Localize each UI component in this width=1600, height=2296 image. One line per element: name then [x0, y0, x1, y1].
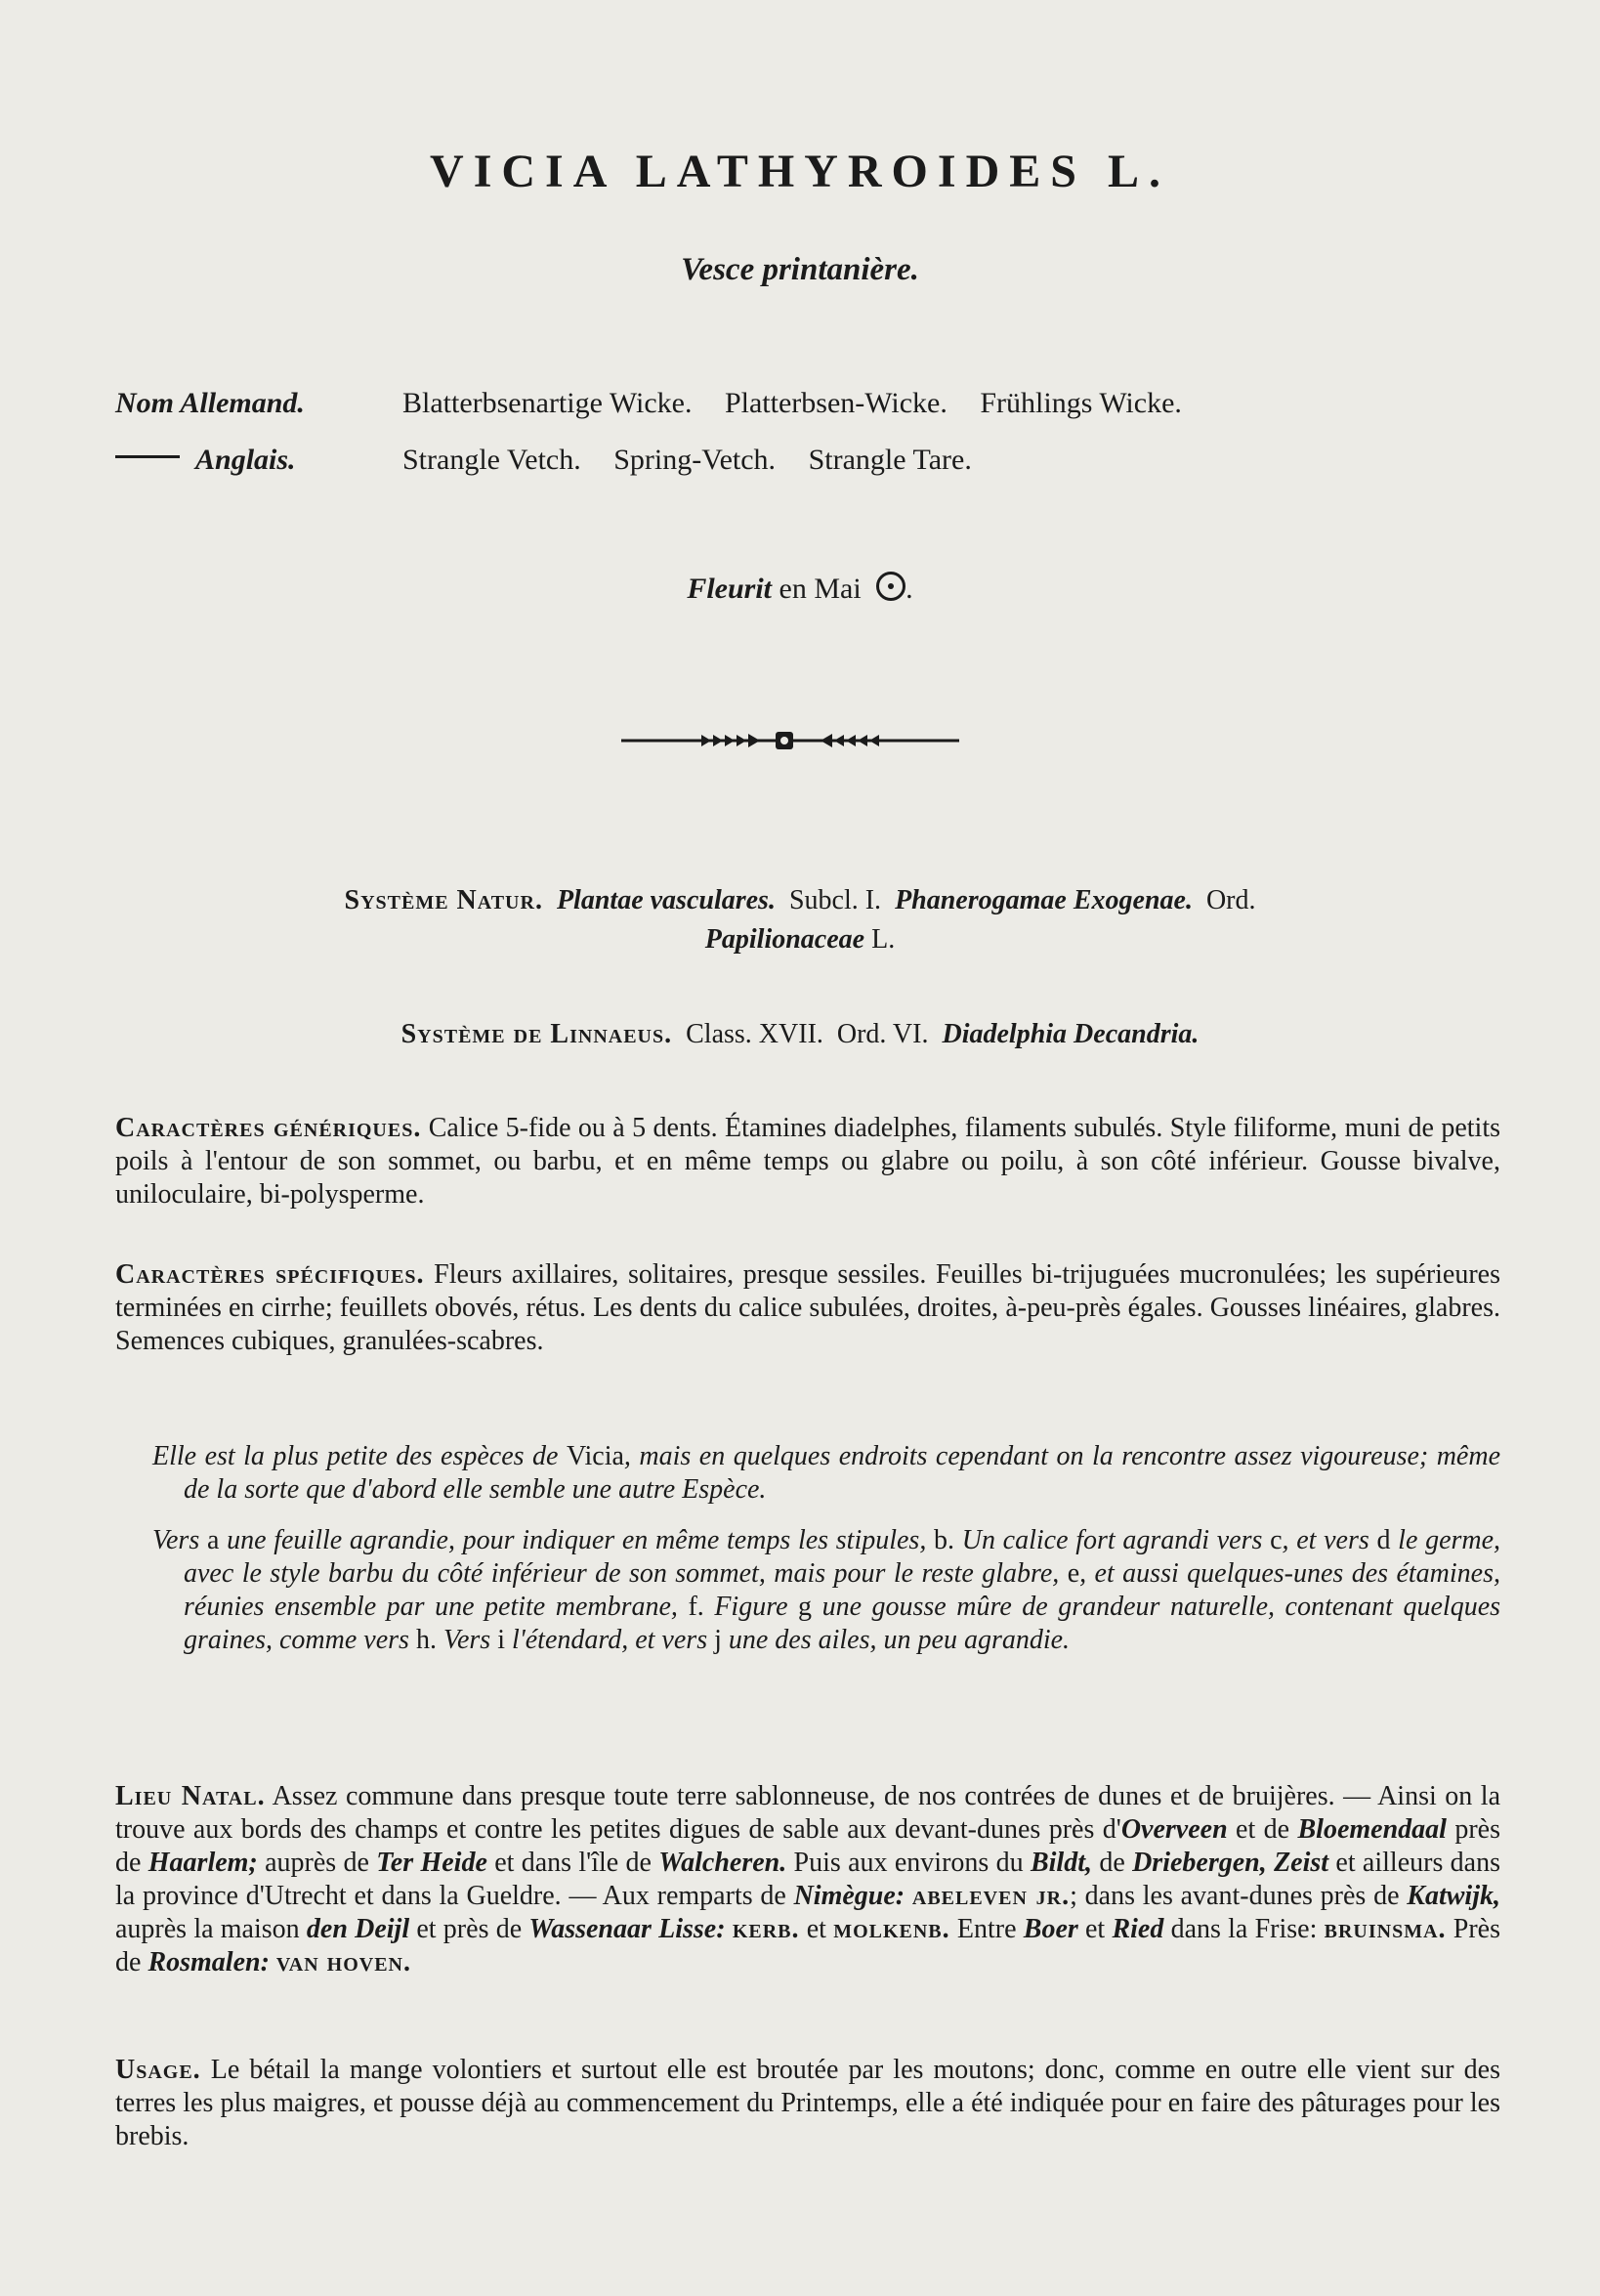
figure-letter-a: a	[206, 1525, 220, 1555]
remark-2-i: le germe, avec le style barbu du côté inférieur de son sommet, mais pour le reste glabre,	[184, 1525, 1501, 1589]
figure-letter-c: c	[1270, 1525, 1283, 1555]
remark-2-a: Vers	[152, 1525, 200, 1555]
collector-name: bruinsma.	[1324, 1914, 1447, 1944]
figure-letter-e: e	[1067, 1558, 1080, 1589]
page-title: VICIA LATHYROIDES L.	[430, 146, 1170, 197]
place-name: Boer	[1023, 1914, 1078, 1944]
flowering-label: Fleurit	[687, 573, 773, 605]
habitat-label: Lieu Natal.	[115, 1781, 266, 1811]
place-name: Zeist	[1274, 1848, 1329, 1878]
place-name: Walcheren.	[658, 1848, 787, 1878]
german-name-3: Frühlings Wicke.	[980, 387, 1182, 419]
english-values	[402, 444, 997, 477]
remark-2-s: l'étendard, et vers	[511, 1625, 708, 1655]
habitat-text: et de	[1227, 1814, 1298, 1845]
remark-2-o: une gousse mûre de grandeur naturelle, contenant quelques graines, comme vers	[184, 1592, 1501, 1655]
habitat-text: Près de	[115, 1914, 1500, 1977]
remark-2-e: Un calice fort agrandi vers	[961, 1525, 1263, 1555]
usage	[115, 2054, 1500, 2153]
french-name: Vesce printanière.	[681, 252, 919, 287]
english-name-row	[115, 444, 1207, 500]
remark-2-q: Vers	[442, 1625, 491, 1655]
figure-remarks	[152, 1440, 1500, 1675]
natural-system	[0, 881, 1600, 959]
habitat-text: et dans l'île de	[486, 1848, 659, 1878]
remark-2-m: Figure	[714, 1592, 788, 1622]
english-name-2: Spring-Vetch.	[613, 444, 777, 476]
common-names	[115, 387, 1207, 500]
collector-name: molkenb.	[833, 1914, 950, 1944]
figure-letter-g: g	[798, 1592, 813, 1622]
remark-2-u: une des ailes, un peu agrandie.	[728, 1625, 1071, 1655]
habitat-text: de	[1091, 1848, 1133, 1878]
collector-name: van hoven.	[275, 1947, 411, 1977]
place-name: Bloemendaal	[1297, 1814, 1447, 1845]
place-name: Katwijk,	[1407, 1881, 1500, 1911]
habitat-text: auprès la maison	[115, 1914, 307, 1944]
linnaeus-system-label: Système de Linnaeus.	[400, 1019, 673, 1049]
ornament-divider-icon	[621, 729, 959, 752]
specific-characters	[115, 1258, 1500, 1358]
linnaeus-class: Class. XVII.	[686, 1019, 823, 1049]
collector-name: kerb.	[732, 1914, 800, 1944]
place-name: Driebergen,	[1132, 1848, 1267, 1878]
natural-system-order: Ord.	[1205, 885, 1256, 915]
german-label: Nom Allemand.	[115, 387, 305, 419]
usage-label: Usage.	[115, 2055, 201, 2085]
remark-1-genus: Vicia	[566, 1441, 624, 1471]
remark-2-c: une feuille agrandie, pour indiquer en même temps les stipules,	[227, 1525, 927, 1555]
english-name-1: Strangle Vetch.	[402, 444, 581, 476]
natural-system-label: Système Natur.	[344, 885, 543, 915]
habitat-text: ; dans les avant-dunes près de	[1070, 1881, 1408, 1911]
habitat-text: Assez commune dans presque toute terre sablonneuse, de nos contrées de dunes et de bruijères. — Ainsi on la trouve aux bords des champs et contre les petites digues de sable aux devant-dunes près d'	[115, 1781, 1501, 1845]
natural-system-subclass-name: Phanerogamae Exogenae.	[895, 885, 1193, 915]
habitat-text: et	[799, 1914, 834, 1944]
habitat-text: Puis aux environs du	[786, 1848, 1031, 1878]
remark-paragraph-2	[152, 1524, 1500, 1657]
figure-letter-i: i	[497, 1625, 505, 1655]
german-name-2: Platterbsen-Wicke.	[724, 387, 947, 419]
natural-system-subclass: Subcl. I.	[788, 885, 882, 915]
remark-2-k: , et aussi quelques-unes des étamines, réunies ensemble par une petite membrane,	[184, 1558, 1500, 1622]
natural-system-division: Plantae vasculares.	[556, 885, 776, 915]
annual-sun-icon	[876, 572, 905, 601]
habitat-text	[1267, 1848, 1274, 1878]
family-author: L.	[871, 924, 896, 955]
habitat-text: et ailleurs dans la province d'Utrecht et dans la Gueldre. — Aux remparts de	[115, 1848, 1500, 1911]
place-name: Wassenaar Lisse:	[528, 1914, 726, 1944]
place-name: Haarlem;	[147, 1848, 258, 1878]
figure-letter-h: h.	[415, 1625, 437, 1655]
linnaeus-order: Ord. VI.	[836, 1019, 929, 1049]
habitat	[115, 1780, 1500, 1979]
habitat-text: auprès de	[257, 1848, 377, 1878]
specific-text: Fleurs axillaires, solitaires, presque sessiles. Feuilles bi-trijuguées mucronulées; les supérieures terminées en cirrhe; feuillets obovés, rétus. Les dents du calice subulées, droites, à-peu-près égales. Gousses linéaires, glabres. Semences cubiques, granulées-scabres.	[115, 1259, 1501, 1356]
generic-label: Caractères génériques.	[115, 1113, 422, 1143]
german-name-row	[115, 387, 1207, 444]
habitat-text: et	[1077, 1914, 1113, 1944]
collector-name: abeleven jr.	[911, 1881, 1071, 1911]
english-label-group	[115, 444, 379, 477]
place-name: Ter Heide	[376, 1848, 487, 1878]
german-values	[402, 387, 1207, 420]
generic-characters	[115, 1112, 1500, 1212]
habitat-text: et près de	[409, 1914, 529, 1944]
habitat-text: Entre	[949, 1914, 1024, 1944]
english-name-3: Strangle Tare.	[808, 444, 972, 476]
english-label: Anglais.	[195, 444, 296, 476]
remark-1-c: , mais en quelques endroits cependant on la rencontre assez vigoureuse; même de la sorte que d'abord elle semble une autre Espèce.	[184, 1441, 1500, 1505]
figure-letter-f: f.	[688, 1592, 704, 1622]
flowering-text: en Mai	[779, 573, 862, 605]
habitat-text: dans la Frise:	[1163, 1914, 1325, 1944]
usage-text: Le bétail la mange volontiers et surtout elle est broutée par les moutons; donc, comme en outre elle vient sur des terres les plus maigres, et pousse déjà au commencement du Printemps, elle a été indiquée pour en faire des pâturages pour les brebis.	[115, 2055, 1501, 2151]
place-name: den Deijl	[306, 1914, 410, 1944]
ditto-dash	[115, 455, 180, 458]
place-name: Rosmalen:	[147, 1947, 270, 1977]
remark-1-a: Elle est la plus petite des espèces de	[152, 1441, 559, 1471]
family-name: Papilionaceae	[704, 924, 865, 955]
linnaeus-system	[0, 1018, 1600, 1051]
habitat-text: près de	[115, 1814, 1500, 1878]
place-name: Overveen	[1120, 1814, 1228, 1845]
place-name: Bildt,	[1030, 1848, 1092, 1878]
figure-letter-d: d	[1376, 1525, 1391, 1555]
linnaeus-name: Diadelphia Decandria.	[942, 1019, 1200, 1049]
flowering-line: Fleurit en Mai .	[687, 573, 913, 605]
figure-letter-b: b.	[934, 1525, 955, 1555]
remark-paragraph-1	[152, 1440, 1500, 1507]
place-name: Nimègue:	[793, 1881, 905, 1911]
remark-2-g: , et vers	[1282, 1525, 1369, 1555]
figure-letter-j: j	[714, 1625, 722, 1655]
specific-label: Caractères spécifiques.	[115, 1259, 425, 1290]
place-name: Ried	[1112, 1914, 1164, 1944]
german-name-1: Blatterbsenartige Wicke.	[402, 387, 693, 419]
generic-text: Calice 5-fide ou à 5 dents. Étamines diadelphes, filaments subulés. Style filiforme, muni de petits poils à l'entour de son sommet, ou barbu, et en même temps ou glabre ou poilu, à son côté inférieur. Gousse bivalve, uniloculaire, bi-polysperme.	[115, 1113, 1500, 1210]
